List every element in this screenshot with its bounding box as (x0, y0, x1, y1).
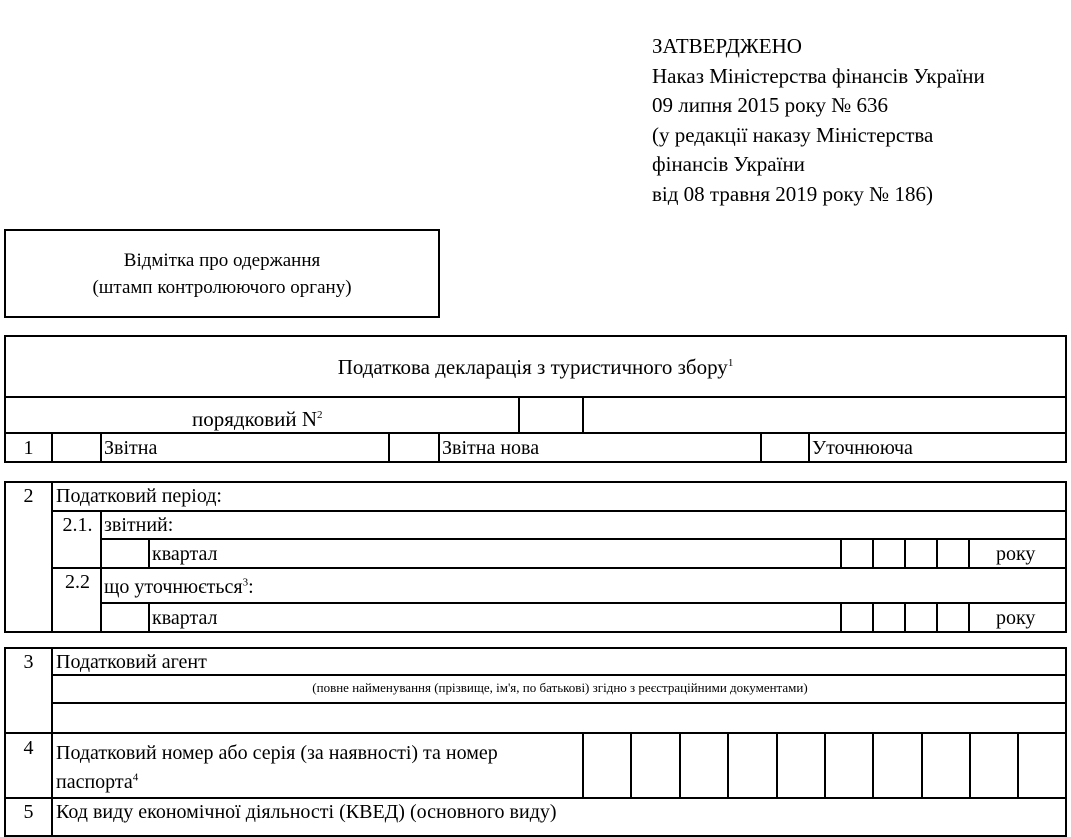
report-new-label: Звітна нова (442, 437, 540, 459)
kved-label: Код виду економічної діяльності (КВЕД) (основного виду) (56, 801, 557, 823)
approval-line-4: (у редакції наказу Міністерства (652, 122, 934, 147)
stamp-subtitle: (штамп контролюючого органу) (92, 277, 352, 298)
stamp-title: Відмітка про одержання (123, 250, 321, 271)
tax-period-label: Податковий період: (56, 485, 222, 507)
report-clarifying-label: Уточнююча (812, 437, 913, 459)
clarified-quarter-label: квартал (152, 607, 218, 629)
approval-line-1: ЗАТВЕРДЖЕНО (652, 34, 802, 58)
reporting-period-label: звітний: (104, 514, 174, 536)
approval-block (652, 32, 985, 209)
tax-number-field[interactable] (584, 734, 1065, 797)
reporting-quarter-field[interactable] (102, 540, 148, 567)
clarified-quarter-field[interactable] (102, 604, 148, 631)
tax-agent-label: Податковий агент (56, 651, 207, 673)
report-regular-checkbox[interactable] (53, 434, 100, 461)
row1-number: 1 (23, 437, 34, 459)
tax-number-label-line1: Податковий номер або серія (за наявності) та номер (56, 742, 498, 764)
tax-agent-hint: (повне найменування (прізвище, ім'я, по батькові) згідно з реєстраційними документами) (312, 680, 808, 695)
serial-number-label: порядковий $N^2$ (192, 407, 323, 431)
row5-number: 5 (23, 801, 34, 823)
reporting-year-label: року (996, 543, 1036, 565)
row2-1-number: 2.1. (62, 514, 93, 536)
reporting-year-field[interactable] (842, 540, 968, 567)
title-footnote: 1 (727, 357, 734, 369)
approval-line-3: 09 липня 2015 року № 636 (652, 93, 889, 117)
tax-agent-name-field[interactable] (53, 704, 1065, 732)
approval-line-6: від 08 травня 2019 року № 186) (652, 181, 933, 206)
clarified-year-label: року (996, 607, 1036, 629)
row4-number: 4 (23, 737, 34, 759)
header-divider-2 (4, 432, 1067, 434)
clarified-year-field[interactable] (842, 604, 968, 631)
report-new-checkbox[interactable] (390, 434, 438, 461)
tax-number-label-line2: паспорта$^4$ (56, 771, 139, 793)
declaration-title: Податкова декларація з туристичного збору$^1$ (337, 355, 734, 379)
report-clarifying-checkbox[interactable] (762, 434, 808, 461)
row2-2-number: 2.2 (65, 571, 90, 593)
approval-line-5: фінансів України (652, 152, 805, 176)
report-regular-label: Звітна (104, 437, 158, 459)
reporting-quarter-label: квартал (152, 543, 218, 565)
clarified-period-label: що уточнюється$^3$: (104, 576, 254, 598)
receipt-stamp-box (4, 229, 440, 318)
serial-number-field[interactable] (520, 398, 582, 432)
approval-line-2: Наказ Міністерства фінансів України (652, 63, 985, 88)
row3-number: 3 (23, 651, 34, 673)
row2-number: 2 (23, 485, 34, 507)
